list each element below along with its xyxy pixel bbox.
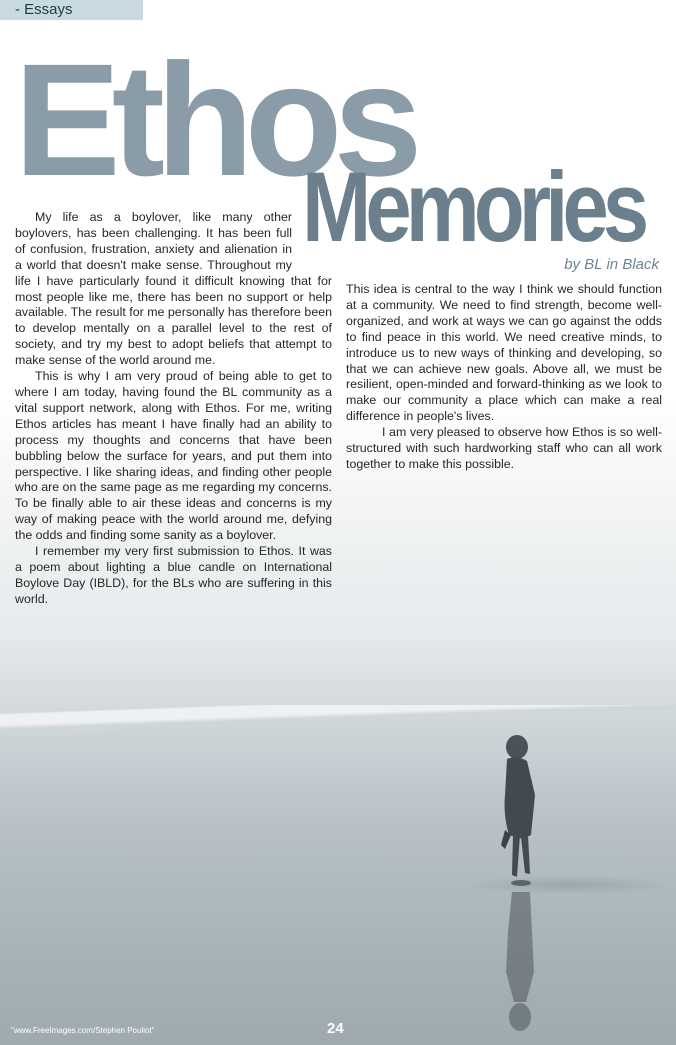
section-tag: - Essays <box>0 0 143 20</box>
wet-sand <box>460 875 676 895</box>
paragraph: I am very pleased to observe how Ethos is so well-structured with such hardworking staff who can all work together to make this possible. <box>346 425 662 471</box>
byline: by BL in Black <box>564 256 659 273</box>
paragraph: This idea is central to the way I think we should function at a community. We need to find strength, become well-organized, and work at ways we can go against the odds to find peace in this world. We need creative minds, to introduce us to new ways of thinking and developing, so that we can achieve new goals. Above all, we must be resilient, open-minded and forward-thinking as we look to make our community a place which can make a real difference in people's lives. <box>346 282 662 424</box>
paragraph: I remember my very first submission to Ethos. It was a poem about lighting a blue candle on International Boylove Day (IBLD), for the BLs who are suffering in this world. <box>15 544 332 606</box>
paragraph: My life as a boylover, like many other boylovers, has been challenging. It has been full of confusion, frustration, anxiety and alienation in a world that doesn't make sense. Throughout my life I have particularly found it difficult knowing that for most people like me, there has been no support or help available. The result for me personally has therefore been to develop mentally on a parallel level to the rest of society, and try my best to adopt beliefs that attempt to make sense of the world around me. <box>15 210 332 368</box>
sea-and-beach <box>0 640 676 1045</box>
child-on-beach-figure <box>495 735 545 890</box>
distant-wave <box>0 655 676 685</box>
title-ethos: Ethos <box>14 30 414 209</box>
breaking-wave <box>0 705 676 745</box>
paragraph: This is why I am very proud of being able to get to where I am today, having found the BL community as a vital support network, along with Ethos. For me, writing Ethos articles has meant I have finally had an ability to process my thoughts and concerns that have been bubbling below the surface for years, and put them into perspective. I like sharing ideas, and finding other people who are on the same page as me regarding my concerns. To be finally able to air these ideas and concerns is my way of making peace with the world around me, defying the odds and finding some sanity as a boylover. <box>15 369 332 543</box>
right-column <box>346 282 662 473</box>
title-overlap-spacer <box>292 210 332 269</box>
title-memories: Memories <box>302 151 644 262</box>
photo-credit: "www.FreeImages.com/Stephen Pouliot" <box>11 1026 155 1035</box>
child-reflection <box>496 892 546 1042</box>
left-column <box>15 210 332 608</box>
page-number: 24 <box>327 1020 344 1037</box>
